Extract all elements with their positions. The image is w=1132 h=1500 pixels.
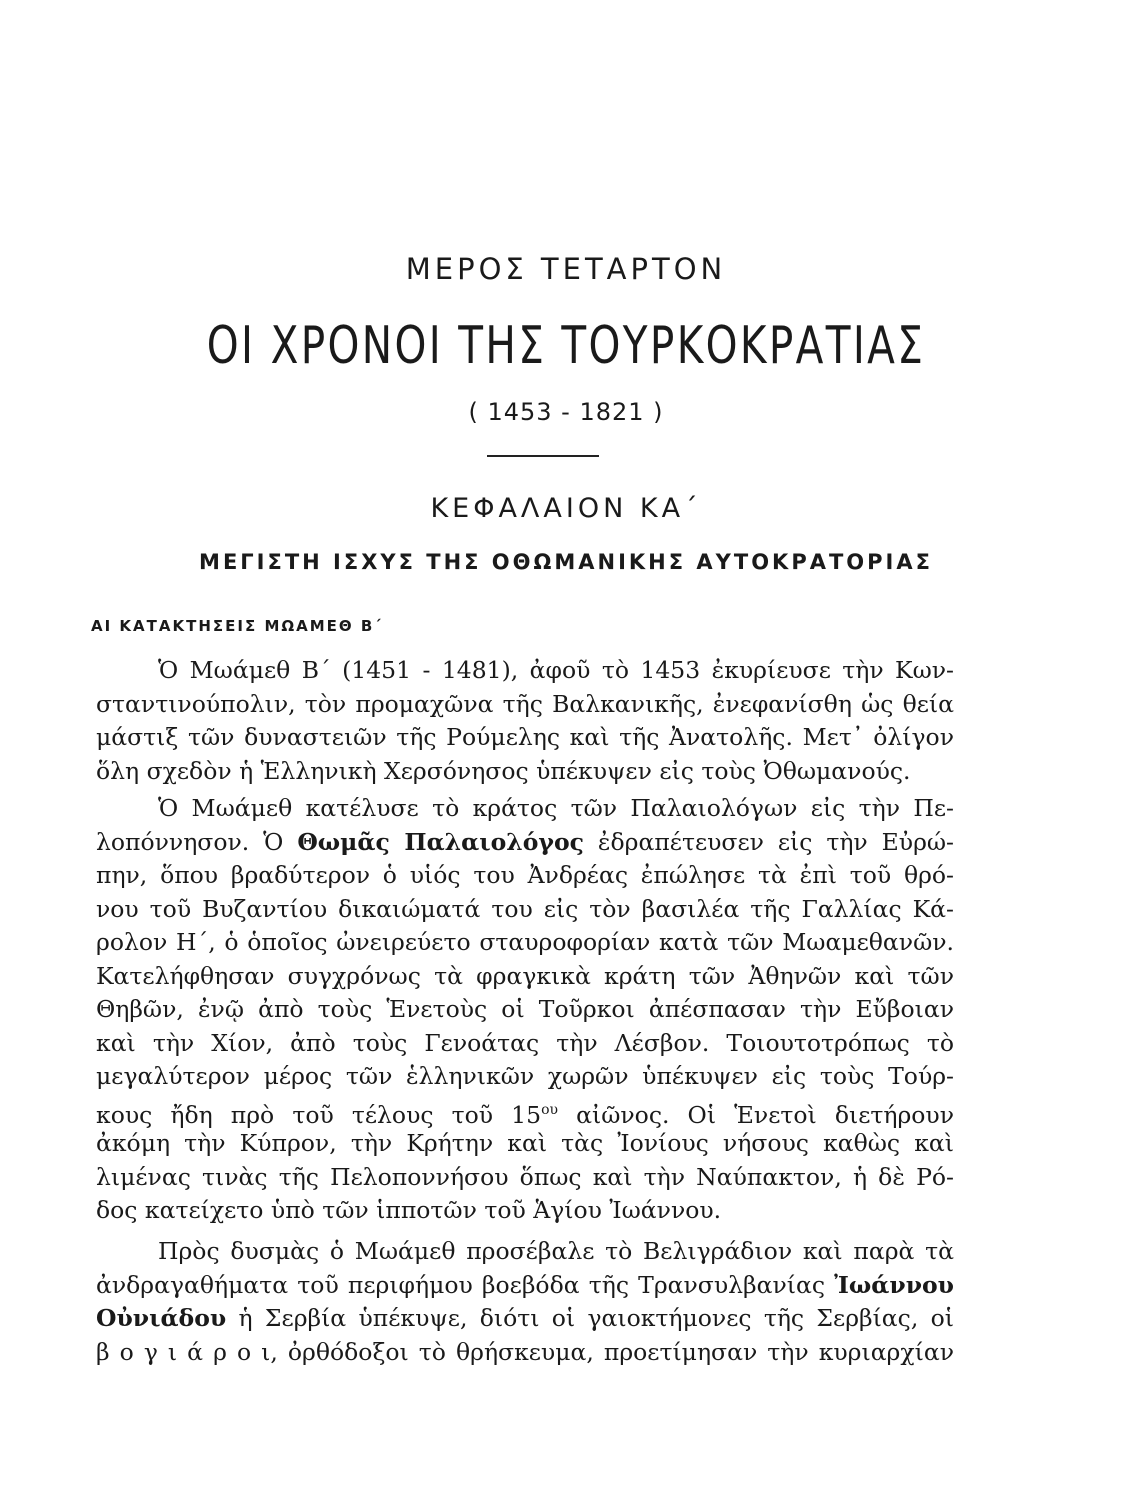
text-line: σταντινούπολιν, τὸν προμαχῶνα τῆς Βαλκανικῆς, ἐνεφανίσθη ὡς θεία [96,689,954,718]
text-line [96,826,954,860]
paragraph-1 [96,654,954,788]
chapter-title: ΜΕΓΙΣΤΗ ΙΣΧΥΣ ΤΗΣ ΟΘΩΜΑΝΙΚΗΣ ΑΥΤΟΚΡΑΤΟΡΙΑΣ [199,550,933,574]
bold-name: Ἰωάννου [834,1270,954,1299]
text-line: νου τοῦ Βυζαντίου δικαιώματά του εἰς τὸν βασιλέα τῆς Γαλλίας Κά- [96,894,954,923]
text-segment: αἰῶνος. Οἱ Ἑνετοὶ διετήρουν [558,1100,954,1129]
chapter-heading: ΚΕΦΑΛΑΙΟΝ ΚΑ΄ [430,493,702,524]
text-line: Ὁ Μωάμεθ κατέλυσε τὸ κράτος τῶν Παλαιολόγων εἰς τὴν Πε- [158,794,954,822]
text-line: μάστιξ τῶν δυναστειῶν τῆς Ρούμελης καὶ τῆς Ἀνατολῆς. Μετ᾿ ὀλίγον [96,723,954,751]
text-line [96,1302,954,1336]
section-heading: ΑΙ ΚΑΤΑΚΤΗΣΕΙΣ ΜΩΑΜΕΘ Β΄ [91,617,383,635]
text-line: ρολον Η΄, ὁ ὁποῖος ὠνειρεύετο σταυροφορίαν κατὰ τῶν Μωαμεθανῶν. [96,928,954,956]
text-line: ἀκόμη τὴν Κύπρον, τὴν Κρήτην καὶ τὰς Ἰονίους νήσους καθὼς καὶ [96,1129,954,1157]
text-line [96,1269,954,1303]
part-heading: ΜΕΡΟΣ ΤΕΤΑΡΤΟΝ [405,252,727,286]
text-segment: ἀνδραγαθήματα τοῦ περιφήμου βοεβόδα τῆς Τρανσυλβανίας [96,1270,835,1299]
text-segment: ἡ Σερβία ὑπέκυψε, διότι οἱ γαιοκτήμονες τῆς Σερβίας, οἱ [226,1304,954,1332]
text-segment: κους ἤδη πρὸ τοῦ τέλους τοῦ 15 [96,1100,542,1129]
text-line: Κατελήφθησαν συγχρόνως τὰ φραγκικὰ κράτη τῶν Ἀθηνῶν καὶ τῶν [96,961,954,990]
text-segment: ἐδραπέτευσεν εἰς τὴν Εὐρώ- [583,827,954,856]
text-line: μεγαλύτερον μέρος τῶν ἑλληνικῶν χωρῶν ὑπέκυψεν εἰς τοὺς Τούρ- [96,1062,954,1090]
page-title: ΟΙ ΧΡΟΝΟΙ ΤΗΣ ΤΟΥΡΚΟΚΡΑΤΙΑΣ [206,316,926,376]
text-line: δος κατείχετο ὑπὸ τῶν ἱπποτῶν τοῦ Ἁγίου Ἰωάννου. [96,1196,722,1224]
text-line: λιμένας τινὰς τῆς Πελοποννήσου ὅπως καὶ τὴν Ναύπακτον, ἡ δὲ Ρό- [96,1162,954,1191]
paragraph-2 [96,792,954,1228]
text-line: Ὁ Μωάμεθ Β΄ (1451 - 1481), ἀφοῦ τὸ 1453 ἐκυρίευσε τὴν Κων- [158,656,954,684]
text-line: καὶ τὴν Χίον, ἀπὸ τοὺς Γενοάτας τὴν Λέσβον. Τοιουτοτρόπως τὸ [96,1028,954,1057]
text-line: Πρὸς δυσμὰς ὁ Μωάμεθ προσέβαλε τὸ Βελιγράδιον καὶ παρὰ τὰ [158,1237,954,1265]
date-range: ( 1453 - 1821 ) [468,398,664,426]
bold-name: Θωμᾶς Παλαιολόγος [297,827,584,856]
bold-name: Οὐνιάδου [96,1304,227,1332]
divider [487,455,599,457]
text-line: β ο γ ι ά ρ ο ι, ὀρθόδοξοι τὸ θρήσκευμα, προετίμησαν τὴν κυριαρχίαν [96,1337,954,1366]
text-line: πην, ὅπου βραδύτερον ὁ υἱός του Ἀνδρέας ἐπώλησε τὰ ἐπὶ τοῦ θρό- [96,861,954,889]
superscript: ου [541,1101,559,1118]
text-segment: λοπόννησον. Ὁ [96,827,298,856]
text-line [96,1094,954,1128]
text-line: Θηβῶν, ἐνῷ ἀπὸ τοὺς Ἑνετοὺς οἱ Τοῦρκοι ἀπέσπασαν τὴν Εὔβοιαν [96,995,954,1023]
paragraph-3 [96,1235,954,1369]
text-line: ὅλη σχεδὸν ἡ Ἑλληνικὴ Χερσόνησος ὑπέκυψεν εἰς τοὺς Ὀθωμανούς. [96,756,911,785]
